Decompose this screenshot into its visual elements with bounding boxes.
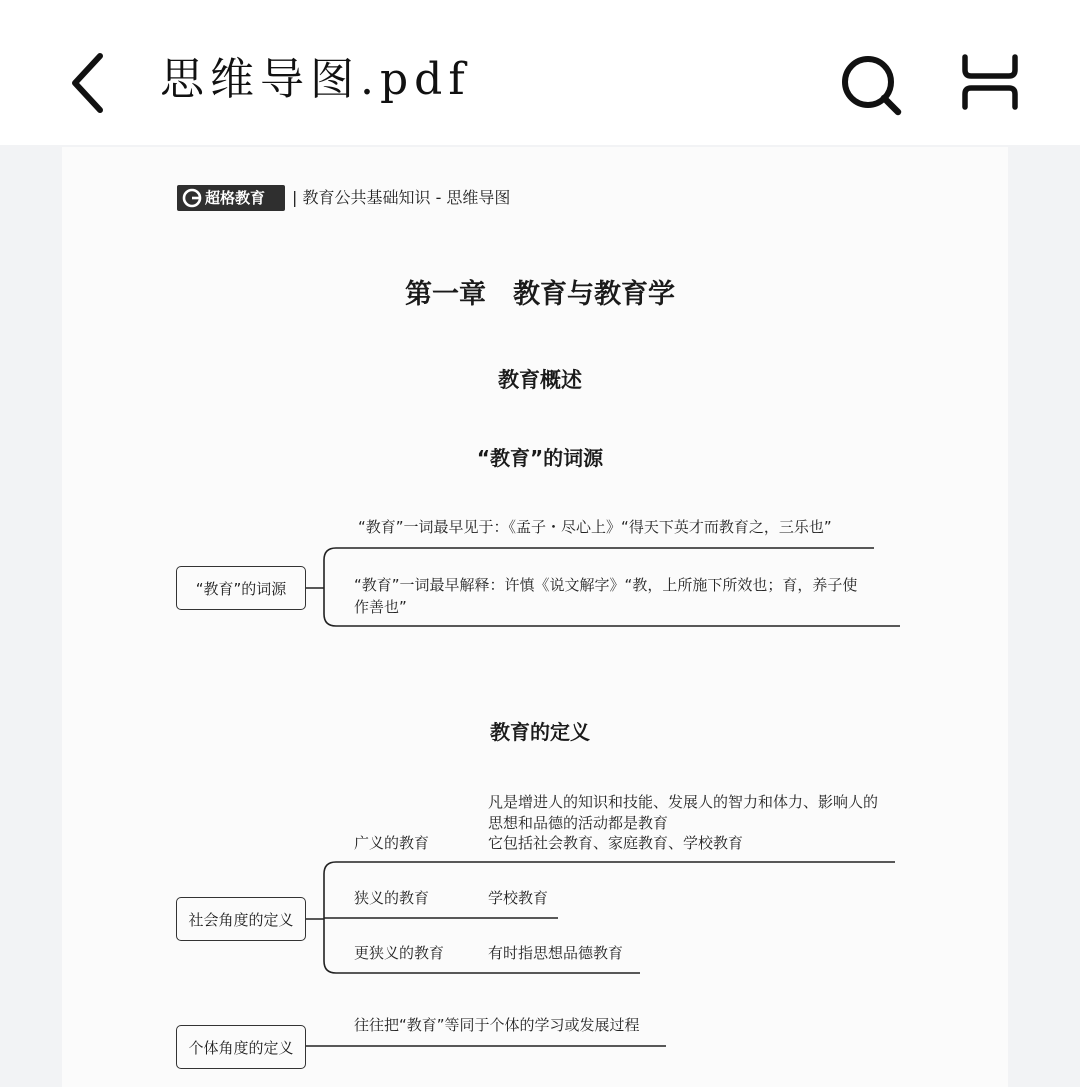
broad-education-line-1: 凡是增进人的知识和技能、发展人的智力和体力、影响人的 bbox=[488, 793, 879, 811]
brand-name: 超格教育 bbox=[205, 189, 266, 207]
file-name: 思维导图.pdf bbox=[160, 54, 471, 105]
social-definition-root-node: 社会角度的定义 bbox=[176, 897, 306, 941]
header-divider: | bbox=[292, 188, 303, 207]
narrower-education-value: 有时指思想品德教育 bbox=[488, 944, 624, 962]
etymology-branch-2-line-2: 作善也” bbox=[354, 598, 407, 616]
individual-definition-root-node: 个体角度的定义 bbox=[176, 1025, 306, 1069]
individual-definition-value: 往往把“教育”等同于个体的学习或发展过程 bbox=[354, 1016, 640, 1034]
narrow-education-label: 狭义的教育 bbox=[354, 889, 430, 907]
etymology-branch-1: “教育”一词最早见于：《孟子・尽心上》“得天下英才而教育之，三乐也” bbox=[358, 518, 832, 536]
broad-education-line-2: 思想和品德的活动都是教育 bbox=[488, 814, 669, 832]
etymology-title: “教育”的词源 bbox=[476, 446, 604, 470]
overview-title: 教育概述 bbox=[498, 368, 582, 392]
header-text: 教育公共基础知识 - 思维导图 bbox=[302, 188, 511, 207]
narrower-education-label: 更狭义的教育 bbox=[354, 944, 445, 962]
narrow-education-value: 学校教育 bbox=[488, 889, 549, 907]
etymology-branch-2-line-1: “教育”一词最早解释：许慎《说文解字》“教，上所施下所效也；育，养子使 bbox=[354, 576, 858, 594]
broad-education-label: 广义的教育 bbox=[354, 834, 430, 852]
definition-title: 教育的定义 bbox=[490, 720, 590, 744]
broad-education-line-3: 它包括社会教育、家庭教育、学校教育 bbox=[488, 834, 744, 852]
etymology-root-node: “教育”的词源 bbox=[176, 566, 306, 610]
chapter-title: 第一章 教育与教育学 bbox=[405, 279, 675, 310]
